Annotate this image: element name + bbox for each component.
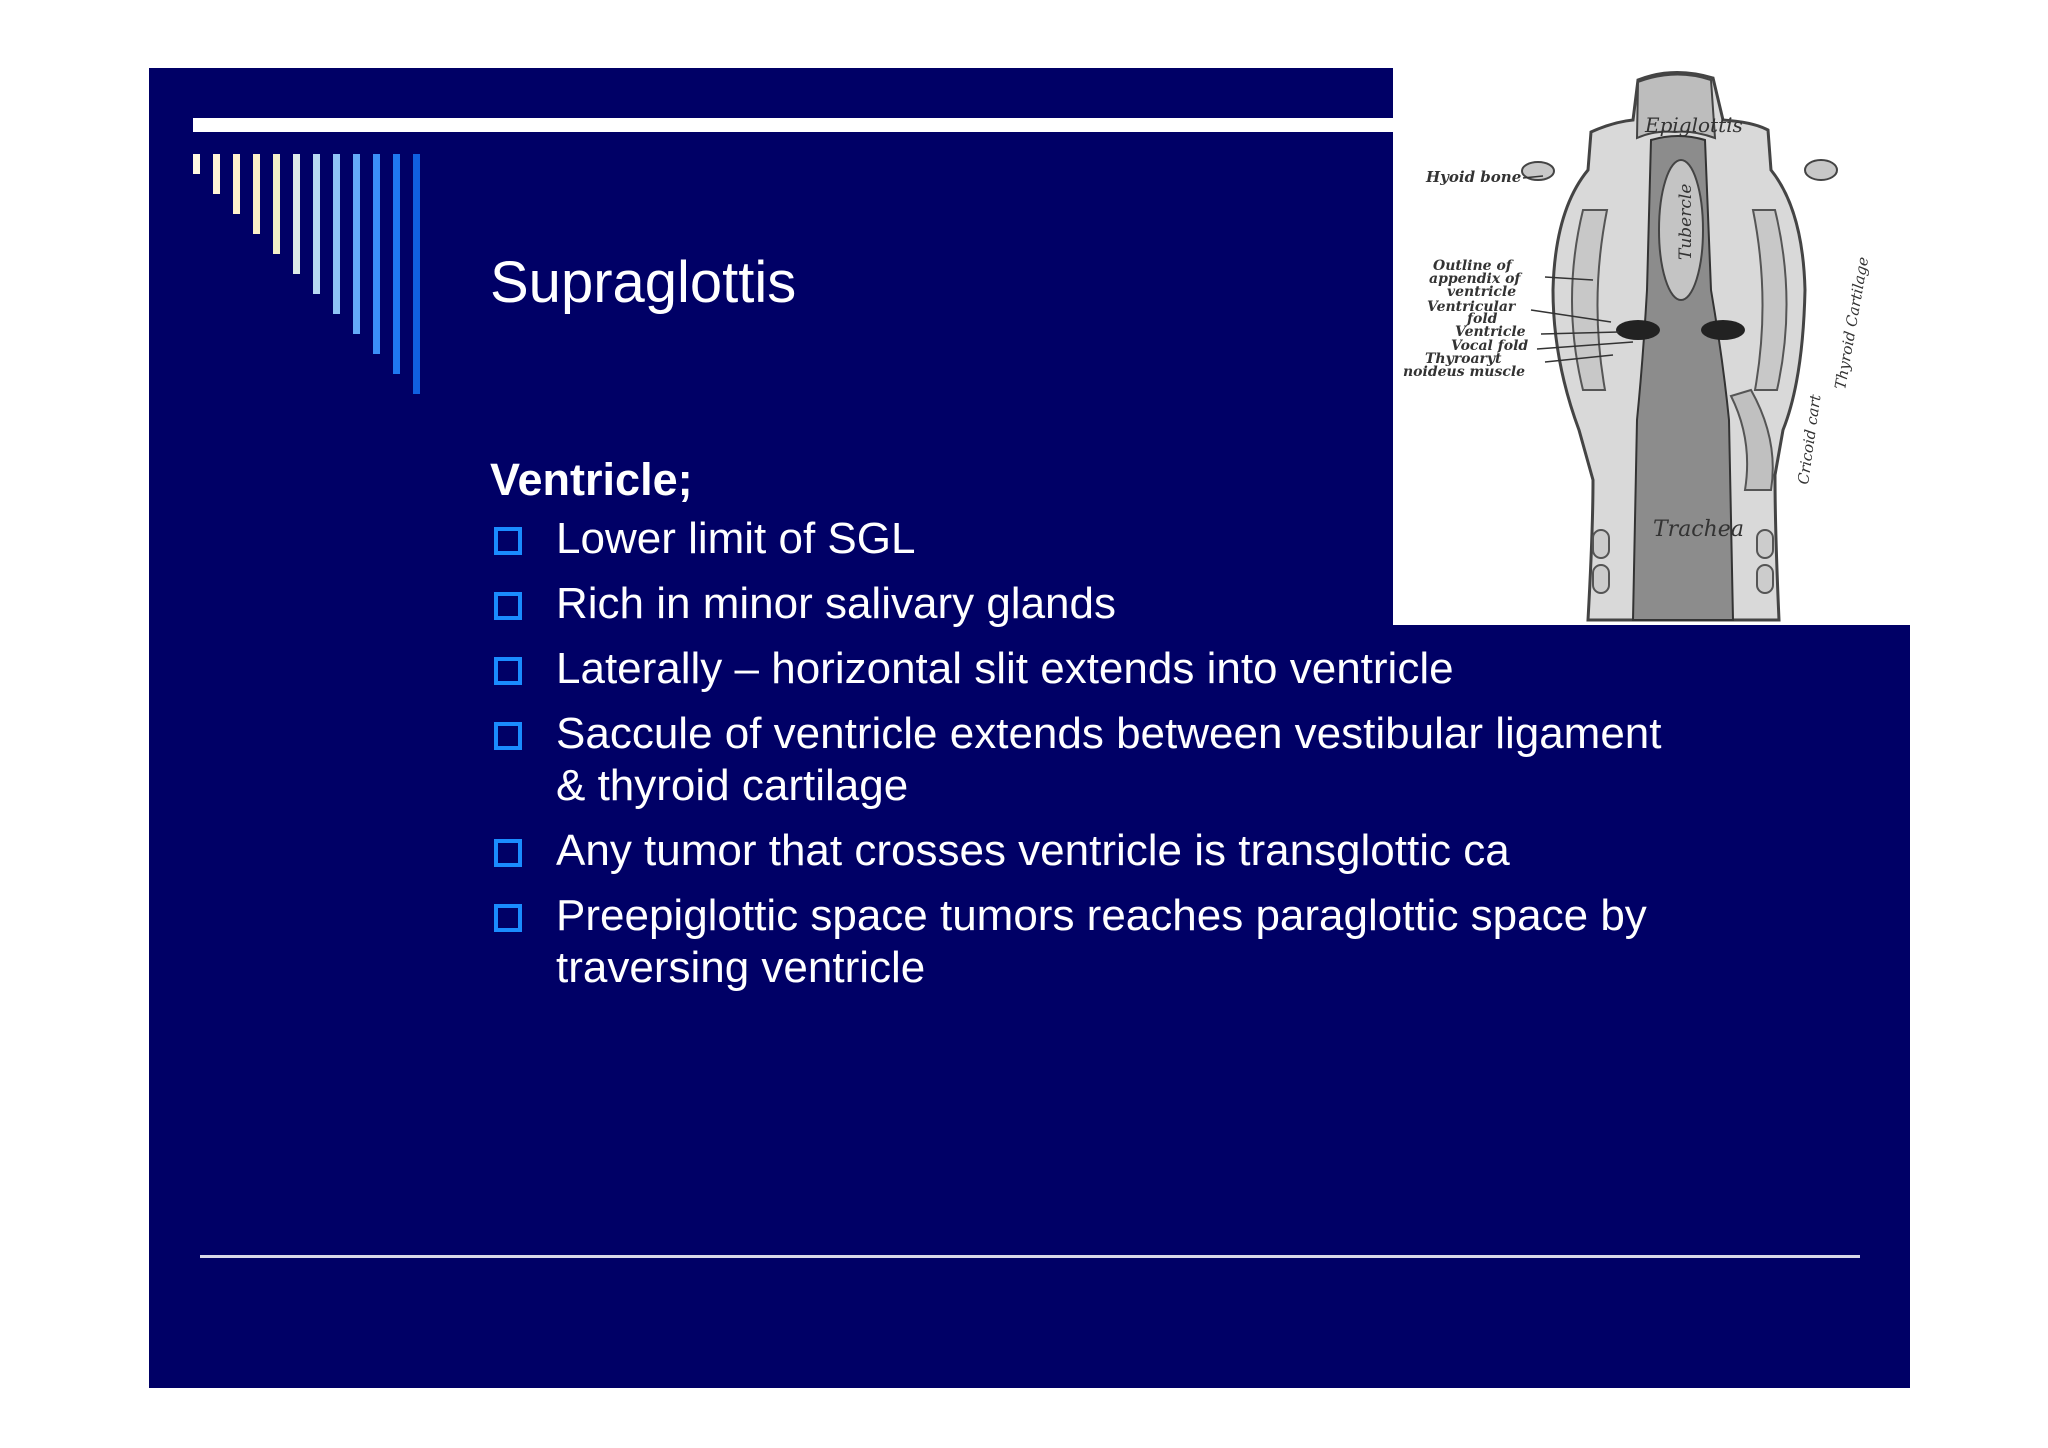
decorative-bar — [313, 154, 320, 294]
bullet-item — [490, 708, 1810, 812]
label-vocal-fold: Vocal fold — [1451, 338, 1529, 354]
square-bullet-icon — [494, 657, 522, 685]
label-thyroid-cartilage: Thyroid Cartilage — [1831, 255, 1873, 391]
left-ventricle-shape — [1616, 320, 1660, 340]
label-hyoid-bone: Hyoid bone — [1426, 168, 1522, 186]
decorative-bar — [193, 154, 200, 174]
label-outline-of: Outline of — [1433, 258, 1512, 274]
larynx-anatomy-figure — [1393, 60, 1910, 625]
tracheal-ring — [1757, 530, 1773, 558]
bullet-text: Laterally – horizontal slit extends into ventricle — [556, 644, 1454, 693]
right-ventricle-shape — [1701, 320, 1745, 340]
bullet-text: Rich in minor salivary glands — [556, 579, 1116, 628]
square-bullet-icon — [494, 592, 522, 620]
bullet-text: Preepiglottic space tumors reaches paraglottic space by — [556, 891, 1647, 940]
bullet-item — [490, 643, 1810, 695]
label-thyroaryte: Thyroaryt — [1425, 351, 1502, 367]
label-ventricle: ventricle — [1447, 284, 1517, 300]
square-bullet-icon — [494, 527, 522, 555]
label-fold: fold — [1467, 311, 1498, 327]
bullet-text: Lower limit of SGL — [556, 514, 916, 563]
tracheal-ring — [1593, 530, 1609, 558]
square-bullet-icon — [494, 722, 522, 750]
right-hyoid-shape — [1805, 160, 1837, 180]
decorative-bar — [373, 154, 380, 354]
bullet-text-continued: & thyroid cartilage — [556, 761, 909, 810]
decorative-bar — [233, 154, 240, 214]
bullet-text: Saccule of ventricle extends between vestibular ligament — [556, 709, 1662, 758]
bullet-item — [490, 890, 1810, 994]
larynx-illustration — [1393, 60, 1910, 625]
decorative-bar — [293, 154, 300, 274]
bullet-item — [490, 825, 1810, 877]
decorative-bar — [273, 154, 280, 254]
label-ventricular: Ventricular — [1427, 299, 1516, 315]
decorative-bar — [213, 154, 220, 194]
label-tubercle: Tubercle — [1676, 183, 1696, 260]
tracheal-ring — [1757, 565, 1773, 593]
decorative-bar — [393, 154, 400, 374]
label-ventricle-b: Ventricle — [1455, 324, 1526, 340]
label-epiglottis: Epiglottis — [1645, 113, 1743, 137]
decorative-bar — [333, 154, 340, 314]
bullet-text-continued: traversing ventricle — [556, 943, 926, 992]
label-noideus-muscle: noideus muscle — [1403, 364, 1526, 380]
square-bullet-icon — [494, 839, 522, 867]
tracheal-ring — [1593, 565, 1609, 593]
label-appendix-of: appendix of — [1429, 271, 1521, 287]
title-rule — [193, 118, 1393, 132]
label-cricoid-cart: Cricoid cart — [1794, 393, 1825, 486]
label-trachea: Trachea — [1653, 517, 1744, 542]
slide-title: Supraglottis — [490, 250, 797, 315]
decorative-bar — [253, 154, 260, 234]
subheading: Ventricle; — [490, 454, 693, 505]
decorative-bar — [413, 154, 420, 394]
decorative-bar — [353, 154, 360, 334]
square-bullet-icon — [494, 904, 522, 932]
footer-rule — [200, 1255, 1860, 1258]
bullet-text: Any tumor that crosses ventricle is transglottic ca — [556, 826, 1510, 875]
